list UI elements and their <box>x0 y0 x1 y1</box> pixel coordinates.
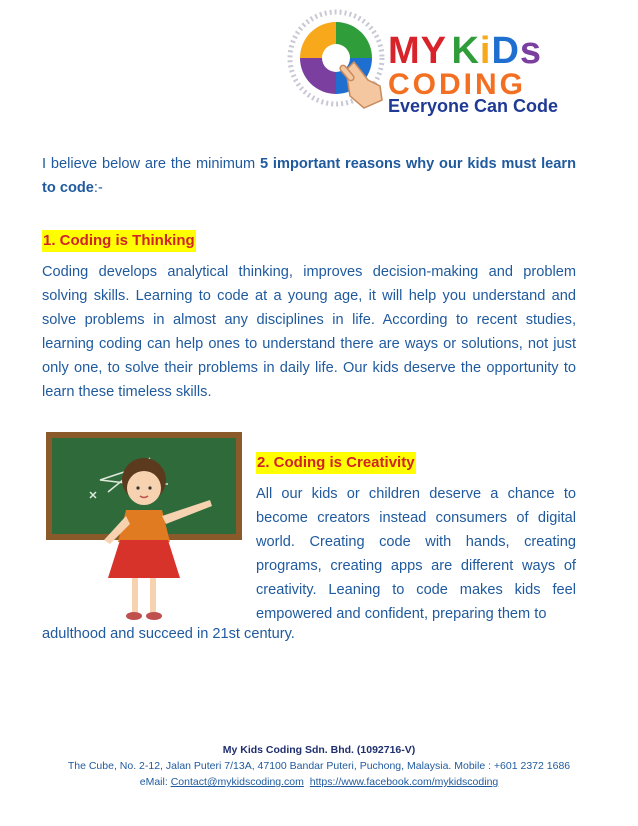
logo-title <box>388 32 542 70</box>
globe-hand-icon <box>284 0 394 118</box>
page-footer <box>0 742 638 790</box>
logo-my: MY <box>388 30 447 72</box>
intro-paragraph <box>42 152 576 200</box>
logo-kids: KiDs <box>451 30 543 72</box>
footer-company: My Kids Coding Sdn. Bhd. (1092716-V) <box>222 744 416 756</box>
section-body-creativity-continued: adulthood and succeed in 21st century. <box>42 626 295 642</box>
section-body-creativity: All our kids or children deserve a chance to become creators instead consumers of digital world. Creating code with hands, creating programs, creating apps are different ways of creativity. Leaning to code makes kids feel empowered and confident, preparing them to <box>256 486 576 622</box>
email-link[interactable]: Contact@mykidscoding.com <box>170 776 304 788</box>
intro-tail: :- <box>93 180 103 196</box>
footer-email-label: eMail: <box>139 776 171 788</box>
section-body-thinking <box>42 260 576 404</box>
footer-address: The Cube, No. 2-12, Jalan Puteri 7/13A, 47100 Bandar Puteri, Puchong, Malaysia. Mobile : +601 2372 1686 <box>67 760 571 772</box>
footer-contact <box>0 774 638 790</box>
girl-blackboard-illustration <box>40 428 246 628</box>
section-heading-creativity: 2. Coding is Creativity <box>256 452 416 474</box>
logo-coding: CODING <box>388 68 526 101</box>
section-body-thinking-text: Coding develops analytical thinking, improves decision-making and problem solving skills. Learning to code at a young age, it will help you understand and solve problems in almost any disciplines in life. According to recent studies, learning coding can help ones to understand there are ways or solutions, not just only one, to solve their problems in daily life. Our kids deserve the opportunity to learn these timeless skills. <box>42 264 576 400</box>
facebook-link[interactable]: https://www.facebook.com/mykidscoding <box>309 776 499 788</box>
intro-lead: I believe below are the minimum <box>42 156 260 172</box>
intro-bold: 5 important reasons why our kids must learn to code <box>42 156 577 196</box>
logo-tagline: Everyone Can Code <box>388 96 559 116</box>
brand-logo <box>284 0 584 118</box>
section-heading-thinking: 1. Coding is Thinking <box>42 230 196 252</box>
